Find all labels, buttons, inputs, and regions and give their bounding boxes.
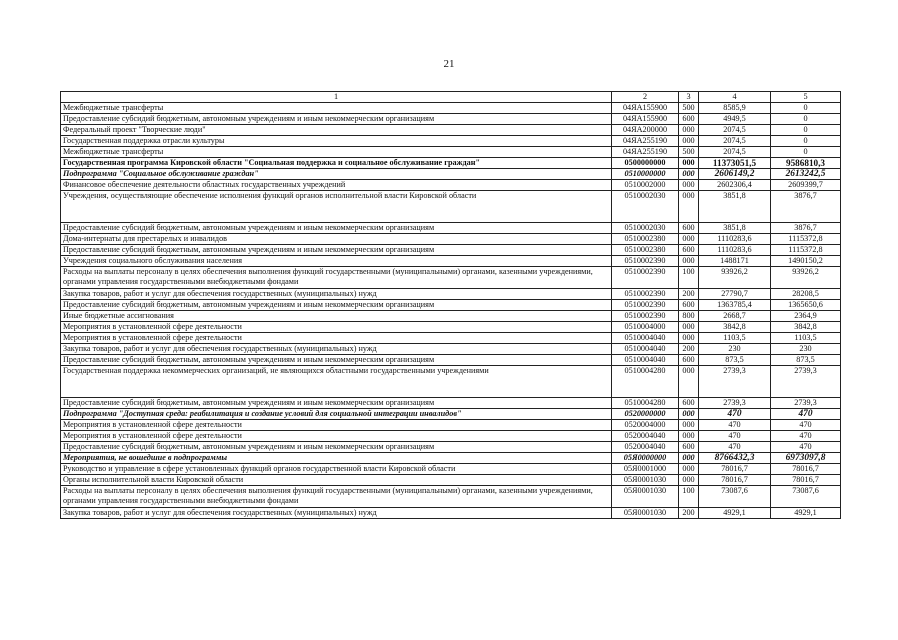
row-value-col5: 73087,6	[771, 486, 841, 508]
row-expense-type: 000	[679, 191, 699, 223]
row-value-col4: 2739,3	[699, 366, 771, 398]
row-code: 05Я0001030	[612, 508, 679, 519]
row-value-col4: 3851,8	[699, 191, 771, 223]
table-row	[61, 486, 841, 508]
table-row	[61, 158, 841, 169]
row-name: Органы исполнительной власти Кировской области	[61, 475, 612, 486]
row-expense-type: 200	[679, 289, 699, 300]
table-row	[61, 431, 841, 442]
row-value-col5: 470	[771, 409, 841, 420]
row-code: 05Я0001000	[612, 464, 679, 475]
column-number-5: 5	[771, 92, 841, 103]
row-value-col5: 2609399,7	[771, 180, 841, 191]
row-code: 0520004040	[612, 431, 679, 442]
table-row	[61, 234, 841, 245]
row-code: 0510002390	[612, 289, 679, 300]
row-value-col4: 78016,7	[699, 475, 771, 486]
row-code: 0520004040	[612, 442, 679, 453]
row-value-col5: 2739,3	[771, 366, 841, 398]
row-code: 0500000000	[612, 158, 679, 169]
row-expense-type: 100	[679, 267, 699, 289]
row-expense-type: 000	[679, 256, 699, 267]
row-code: 0510002390	[612, 256, 679, 267]
row-expense-type: 000	[679, 234, 699, 245]
row-expense-type: 500	[679, 103, 699, 114]
row-value-col4: 2074,5	[699, 147, 771, 158]
row-name: Предоставление субсидий бюджетным, автономным учреждениям и иным некоммерческим организациям	[61, 245, 612, 256]
row-value-col5: 78016,7	[771, 464, 841, 475]
table-row	[61, 333, 841, 344]
table-row	[61, 366, 841, 398]
row-value-col5: 2739,3	[771, 398, 841, 409]
row-expense-type: 000	[679, 431, 699, 442]
table-row	[61, 464, 841, 475]
row-expense-type: 100	[679, 486, 699, 508]
row-name: Предоставление субсидий бюджетным, автономным учреждениям и иным некоммерческим организациям	[61, 114, 612, 125]
row-value-col5: 2613242,5	[771, 169, 841, 180]
row-name: Мероприятия в установленной сфере деятельности	[61, 420, 612, 431]
table-row	[61, 508, 841, 519]
row-code: 05Я0001030	[612, 475, 679, 486]
table-row	[61, 103, 841, 114]
column-number-1: 1	[61, 92, 612, 103]
row-value-col5: 470	[771, 420, 841, 431]
row-value-col5: 0	[771, 147, 841, 158]
table-row	[61, 136, 841, 147]
table-row	[61, 267, 841, 289]
row-value-col5: 470	[771, 431, 841, 442]
table-row	[61, 223, 841, 234]
row-expense-type: 000	[679, 180, 699, 191]
row-expense-type: 600	[679, 223, 699, 234]
row-code: 0510002000	[612, 180, 679, 191]
row-name: Расходы на выплаты персоналу в целях обеспечения выполнения функций государственными (муниципальными) органами, казенными учреждениями, органами управления государственными внебюджетными фондами	[61, 486, 612, 508]
row-name: Федеральный проект "Творческие люди"	[61, 125, 612, 136]
row-value-col4: 93926,2	[699, 267, 771, 289]
table-row	[61, 191, 841, 223]
table-row	[61, 256, 841, 267]
row-value-col4: 2606149,2	[699, 169, 771, 180]
row-expense-type: 600	[679, 245, 699, 256]
row-value-col4: 1363785,4	[699, 300, 771, 311]
table-row	[61, 420, 841, 431]
row-code: 0520000000	[612, 409, 679, 420]
table-row	[61, 289, 841, 300]
table-row	[61, 453, 841, 464]
budget-table-body	[61, 92, 841, 519]
row-name: Предоставление субсидий бюджетным, автономным учреждениям и иным некоммерческим организациям	[61, 223, 612, 234]
row-value-col5: 2364,9	[771, 311, 841, 322]
row-value-col4: 4949,5	[699, 114, 771, 125]
row-expense-type: 000	[679, 409, 699, 420]
row-name: Мероприятия в установленной сфере деятельности	[61, 431, 612, 442]
row-code: 0510002390	[612, 311, 679, 322]
row-code: 0510000000	[612, 169, 679, 180]
row-name: Руководство и управление в сфере установленных функций органов государственной власти Кировской области	[61, 464, 612, 475]
row-value-col5: 9586810,3	[771, 158, 841, 169]
row-value-col4: 73087,6	[699, 486, 771, 508]
row-code: 04ЯА255190	[612, 147, 679, 158]
row-value-col4: 1110283,6	[699, 245, 771, 256]
row-value-col4: 1488171	[699, 256, 771, 267]
row-code: 04ЯА155900	[612, 114, 679, 125]
row-value-col5: 0	[771, 103, 841, 114]
row-value-col4: 470	[699, 431, 771, 442]
row-code: 0510002390	[612, 300, 679, 311]
row-name: Расходы на выплаты персоналу в целях обеспечения выполнения функций государственными (муниципальными) органами, казенными учреждениями, органами управления государственными внебюджетными фондами	[61, 267, 612, 289]
row-value-col4: 8766432,3	[699, 453, 771, 464]
column-number-3: 3	[679, 92, 699, 103]
table-row	[61, 322, 841, 333]
row-value-col4: 1103,5	[699, 333, 771, 344]
row-expense-type: 000	[679, 136, 699, 147]
row-name: Мероприятия в установленной сфере деятельности	[61, 333, 612, 344]
row-code: 04ЯА200000	[612, 125, 679, 136]
row-expense-type: 800	[679, 311, 699, 322]
row-code: 0510004280	[612, 366, 679, 398]
row-name: Мероприятия, не вошедшие в подпрограммы	[61, 453, 612, 464]
row-code: 0510004000	[612, 322, 679, 333]
row-value-col4: 2074,5	[699, 136, 771, 147]
row-value-col5: 0	[771, 114, 841, 125]
row-value-col5: 78016,7	[771, 475, 841, 486]
row-expense-type: 000	[679, 158, 699, 169]
table-row	[61, 311, 841, 322]
row-name: Государственная поддержка отрасли культуры	[61, 136, 612, 147]
row-name: Государственная поддержка некоммерческих организаций, не являющихся областными государственными учреждениями	[61, 366, 612, 398]
row-expense-type: 500	[679, 147, 699, 158]
table-row	[61, 245, 841, 256]
row-name: Мероприятия в установленной сфере деятельности	[61, 322, 612, 333]
row-value-col4: 2739,3	[699, 398, 771, 409]
row-value-col4: 470	[699, 442, 771, 453]
row-value-col5: 3842,8	[771, 322, 841, 333]
row-expense-type: 000	[679, 453, 699, 464]
row-value-col5: 1115372,8	[771, 245, 841, 256]
row-expense-type: 000	[679, 464, 699, 475]
row-name: Финансовое обеспечение деятельности областных государственных учреждений	[61, 180, 612, 191]
column-number-2: 2	[612, 92, 679, 103]
row-expense-type: 000	[679, 420, 699, 431]
row-code: 0510002030	[612, 191, 679, 223]
row-value-col5: 1490150,2	[771, 256, 841, 267]
row-value-col5: 4929,1	[771, 508, 841, 519]
row-name: Учреждения, осуществляющие обеспечение исполнения функций органов исполнительной власти Кировской области	[61, 191, 612, 223]
row-expense-type: 600	[679, 114, 699, 125]
row-value-col5: 93926,2	[771, 267, 841, 289]
row-value-col4: 27790,7	[699, 289, 771, 300]
row-value-col4: 2668,7	[699, 311, 771, 322]
table-row	[61, 344, 841, 355]
row-value-col4: 11373051,5	[699, 158, 771, 169]
row-value-col5: 6973097,8	[771, 453, 841, 464]
row-name: Предоставление субсидий бюджетным, автономным учреждениям и иным некоммерческим организациям	[61, 398, 612, 409]
row-value-col4: 230	[699, 344, 771, 355]
row-code: 04ЯА155900	[612, 103, 679, 114]
row-code: 0520004000	[612, 420, 679, 431]
row-value-col4: 470	[699, 420, 771, 431]
row-name: Закупка товаров, работ и услуг для обеспечения государственных (муниципальных) нужд	[61, 508, 612, 519]
row-code: 0510002030	[612, 223, 679, 234]
row-expense-type: 600	[679, 355, 699, 366]
row-value-col4: 3851,8	[699, 223, 771, 234]
row-expense-type: 000	[679, 125, 699, 136]
row-name: Подпрограмма "Доступная среда: реабилитация и создание условий для социальной интеграции инвалидов"	[61, 409, 612, 420]
table-row	[61, 180, 841, 191]
row-value-col5: 28208,5	[771, 289, 841, 300]
row-value-col4: 1110283,6	[699, 234, 771, 245]
row-name: Государственная программа Кировской области "Социальная поддержка и социальное обслуживание граждан"	[61, 158, 612, 169]
column-number-row	[61, 92, 841, 103]
row-name: Дома-интернаты для престарелых и инвалидов	[61, 234, 612, 245]
row-code: 0510004040	[612, 344, 679, 355]
row-name: Предоставление субсидий бюджетным, автономным учреждениям и иным некоммерческим организациям	[61, 300, 612, 311]
row-expense-type: 000	[679, 366, 699, 398]
table-row	[61, 300, 841, 311]
table-row	[61, 398, 841, 409]
row-value-col4: 8585,9	[699, 103, 771, 114]
table-row	[61, 147, 841, 158]
row-value-col5: 0	[771, 136, 841, 147]
page-number: 21	[443, 58, 455, 70]
row-value-col4: 4929,1	[699, 508, 771, 519]
row-value-col4: 2074,5	[699, 125, 771, 136]
row-name: Межбюджетные трансферты	[61, 147, 612, 158]
row-name: Иные бюджетные ассигнования	[61, 311, 612, 322]
row-value-col5: 3876,7	[771, 223, 841, 234]
row-value-col4: 3842,8	[699, 322, 771, 333]
row-name: Учреждения социального обслуживания населения	[61, 256, 612, 267]
row-name: Закупка товаров, работ и услуг для обеспечения государственных (муниципальных) нужд	[61, 289, 612, 300]
row-value-col5: 230	[771, 344, 841, 355]
row-name: Предоставление субсидий бюджетным, автономным учреждениям и иным некоммерческим организациям	[61, 442, 612, 453]
row-value-col4: 2602306,4	[699, 180, 771, 191]
row-value-col4: 470	[699, 409, 771, 420]
table-row	[61, 442, 841, 453]
row-value-col5: 0	[771, 125, 841, 136]
table-row	[61, 169, 841, 180]
row-value-col5: 873,5	[771, 355, 841, 366]
row-value-col5: 1103,5	[771, 333, 841, 344]
row-value-col5: 470	[771, 442, 841, 453]
row-name: Закупка товаров, работ и услуг для обеспечения государственных (муниципальных) нужд	[61, 344, 612, 355]
row-name: Межбюджетные трансферты	[61, 103, 612, 114]
row-code: 0510004040	[612, 333, 679, 344]
row-code: 05Я0001030	[612, 486, 679, 508]
budget-table	[60, 91, 841, 519]
row-expense-type: 000	[679, 333, 699, 344]
row-value-col5: 3876,7	[771, 191, 841, 223]
row-expense-type: 200	[679, 344, 699, 355]
row-expense-type: 000	[679, 322, 699, 333]
column-number-4: 4	[699, 92, 771, 103]
row-expense-type: 600	[679, 442, 699, 453]
row-code: 0510004280	[612, 398, 679, 409]
row-expense-type: 600	[679, 398, 699, 409]
row-value-col5: 1365650,6	[771, 300, 841, 311]
row-code: 0510002380	[612, 245, 679, 256]
row-expense-type: 000	[679, 475, 699, 486]
row-code: 0510002390	[612, 267, 679, 289]
row-name: Подпрограмма "Социальное обслуживание граждан"	[61, 169, 612, 180]
table-row	[61, 114, 841, 125]
row-expense-type: 200	[679, 508, 699, 519]
table-row	[61, 125, 841, 136]
table-row	[61, 355, 841, 366]
row-name: Предоставление субсидий бюджетным, автономным учреждениям и иным некоммерческим организациям	[61, 355, 612, 366]
row-expense-type: 000	[679, 169, 699, 180]
row-code: 04ЯА255190	[612, 136, 679, 147]
row-value-col4: 78016,7	[699, 464, 771, 475]
row-code: 05Я0000000	[612, 453, 679, 464]
table-row	[61, 475, 841, 486]
row-code: 0510004040	[612, 355, 679, 366]
row-expense-type: 600	[679, 300, 699, 311]
row-code: 0510002380	[612, 234, 679, 245]
table-row	[61, 409, 841, 420]
row-value-col5: 1115372,8	[771, 234, 841, 245]
row-value-col4: 873,5	[699, 355, 771, 366]
